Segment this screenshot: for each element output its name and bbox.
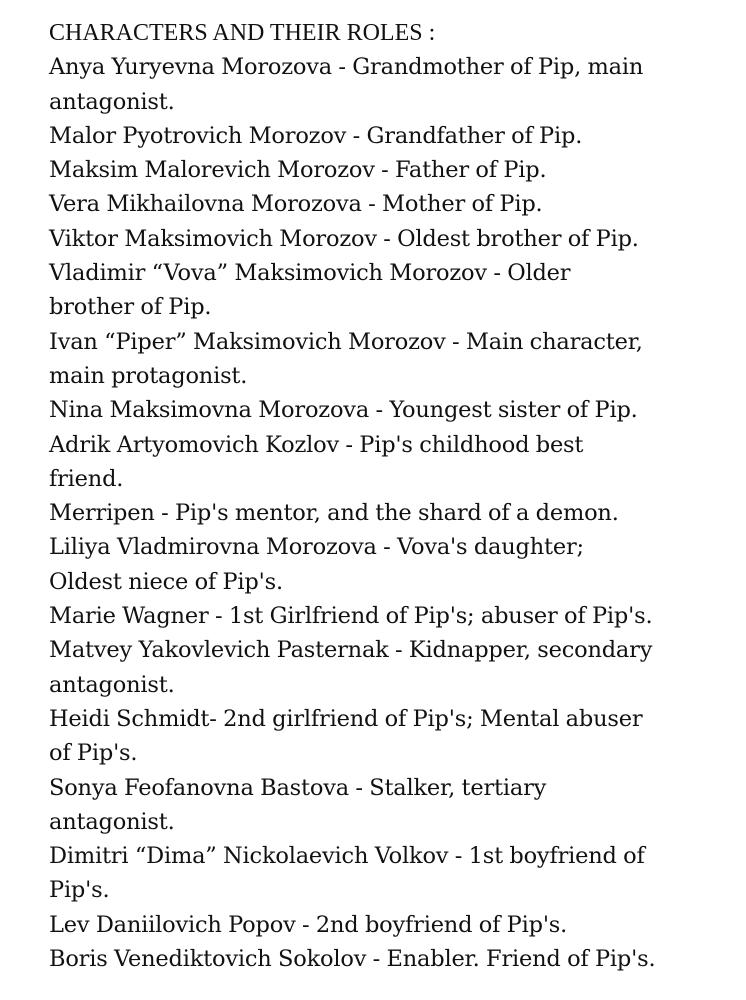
- text-line: Malor Pyotrovich Morozov - Grandfather of Pip.: [49, 122, 583, 149]
- text-line: Pip's.: [49, 877, 110, 904]
- text-line: Nina Maksimovna Morozova - Youngest sister of Pip.: [49, 397, 638, 424]
- text-line: Lev Daniilovich Popov - 2nd boyfriend of Pip's.: [49, 911, 568, 938]
- text-line: Marie Wagner - 1st Girlfriend of Pip's; abuser of Pip's.: [49, 603, 653, 630]
- text-line: Oldest niece of Pip's.: [49, 568, 283, 595]
- text-line: antagonist.: [49, 671, 175, 698]
- text-line: friend.: [49, 465, 124, 492]
- text-line: brother of Pip.: [49, 294, 212, 321]
- text-line: Vera Mikhailovna Morozova - Mother of Pip.: [49, 191, 543, 218]
- text-line: Heidi Schmidt- 2nd girlfriend of Pip's; Mental abuser: [49, 705, 643, 732]
- text-line: antagonist.: [49, 88, 175, 115]
- text-line: Anya Yuryevna Morozova - Grandmother of Pip, main: [49, 54, 644, 81]
- text-line: Matvey Yakovlevich Pasternak - Kidnapper, secondary: [49, 637, 653, 664]
- text-line: Ivan “Piper” Maksimovich Morozov - Main character,: [49, 328, 643, 355]
- text-line: Viktor Maksimovich Morozov - Oldest brother of Pip.: [49, 225, 639, 252]
- text-line: Maksim Malorevich Morozov - Father of Pip.: [49, 157, 547, 184]
- document-heading: CHARACTERS AND THEIR ROLES :: [49, 20, 436, 46]
- document-body: [49, 16, 739, 976]
- text-line: Boris Venediktovich Sokolov - Enabler. Friend of Pip's.: [49, 946, 656, 973]
- text-line: main protagonist.: [49, 362, 248, 389]
- text-line: Merripen - Pip's mentor, and the shard of a demon.: [49, 500, 619, 527]
- text-line: Sonya Feofanovna Bastova - Stalker, tertiary: [49, 774, 547, 801]
- text-line: Vladimir “Vova” Maksimovich Morozov - Older: [49, 260, 571, 287]
- text-line: Liliya Vladmirovna Morozova - Vova's daughter;: [49, 534, 584, 561]
- text-line: antagonist.: [49, 808, 175, 835]
- text-line: Adrik Artyomovich Kozlov - Pip's childhood best: [49, 431, 584, 458]
- text-line: of Pip's.: [49, 740, 138, 767]
- text-line: Dimitri “Dima” Nickolaevich Volkov - 1st boyfriend of: [49, 843, 645, 870]
